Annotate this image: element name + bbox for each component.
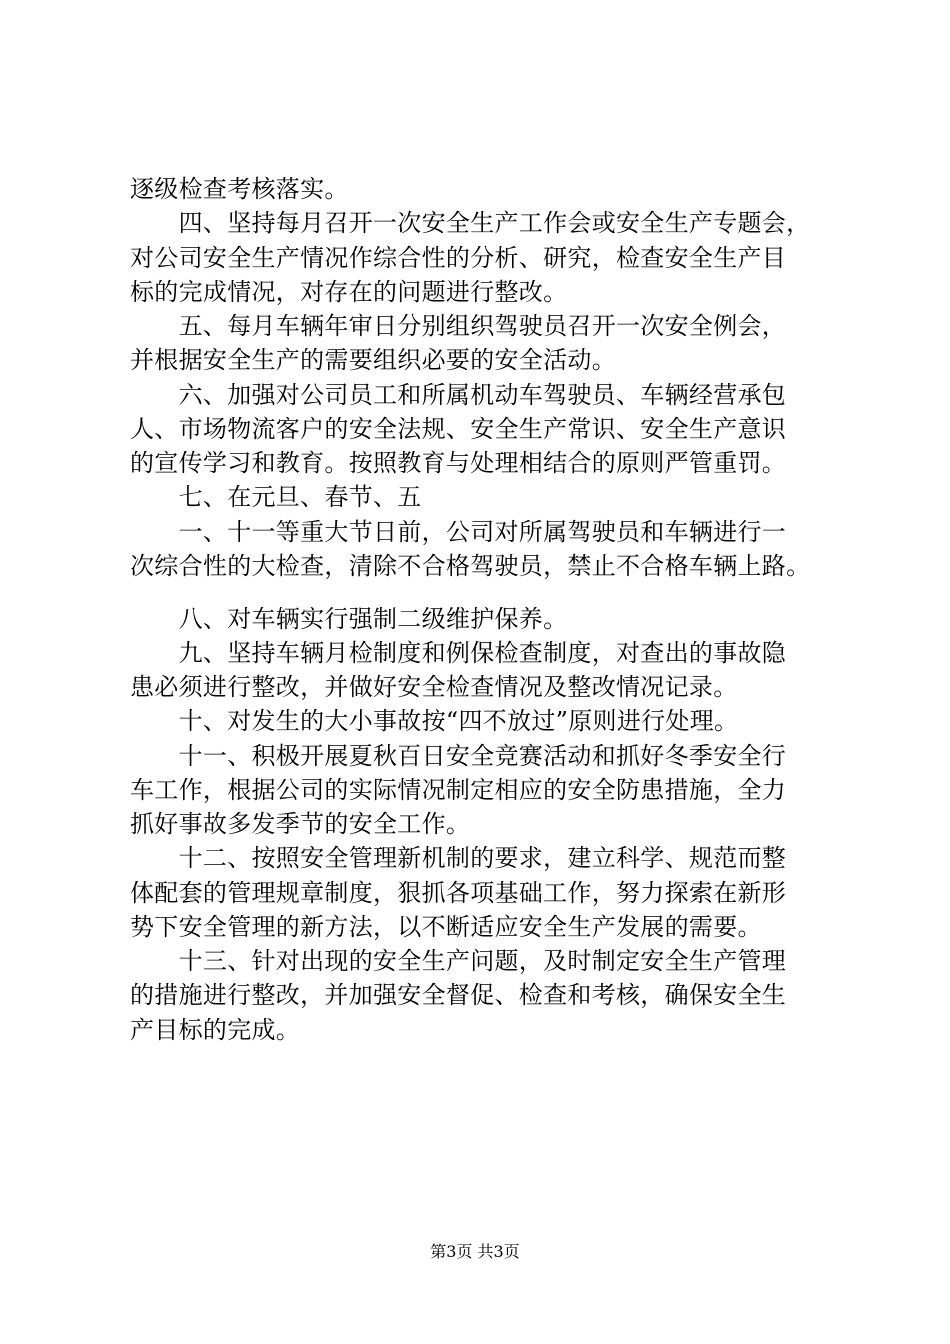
text-line: 五、每月车辆年审日分别组织驾驶员召开一次安全例会，: [130, 312, 787, 340]
text-line: 患必须进行整改，并做好安全检查情况及整改情况记录。: [130, 673, 738, 701]
text-line: 六、加强对公司员工和所属机动车驾驶员、车辆经营承包: [130, 381, 787, 409]
text-line: 次综合性的大检查，清除不合格驾驶员，禁止不合格车辆上路。: [130, 552, 811, 580]
text-line: 一、十一等重大节日前，公司对所属驾驶员和车辆进行一: [130, 518, 787, 546]
text-line: 人、市场物流客户的安全法规、安全生产常识、安全生产意识: [130, 415, 787, 443]
text-line: 十一、积极开展夏秋百日安全竞赛活动和抓好冬季安全行: [130, 742, 787, 770]
text-line: 产目标的完成。: [130, 1016, 301, 1044]
text-line: 体配套的管理规章制度，狠抓各项基础工作，努力探索在新形: [130, 879, 787, 907]
page-number-footer: 第3页 共3页: [430, 1242, 520, 1261]
text-line: 并根据安全生产的需要组织必要的安全活动。: [130, 346, 616, 374]
text-line: 四、坚持每月召开一次安全生产工作会或安全生产专题会，: [130, 209, 811, 237]
text-line: 十、对发生的大小事故按“四不放过”原则进行处理。: [130, 707, 739, 735]
text-line: 势下安全管理的新方法，以不断适应安全生产发展的需要。: [130, 913, 762, 941]
text-line: 十三、针对出现的安全生产问题，及时制定安全生产管理: [130, 947, 787, 975]
text-line: 车工作，根据公司的实际情况制定相应的安全防患措施，全力: [130, 776, 787, 804]
text-line: 八、对车辆实行强制二级维护保养。: [130, 605, 568, 633]
text-line: 对公司安全生产情况作综合性的分析、研究，检查安全生产目: [130, 244, 787, 272]
text-line: 逐级检查考核落实。: [130, 175, 349, 203]
text-line: 抓好事故多发季节的安全工作。: [130, 810, 471, 838]
text-line: 九、坚持车辆月检制度和例保检查制度，对查出的事故隐: [130, 639, 787, 667]
text-line: 的宣传学习和教育。按照教育与处理相结合的原则严管重罚。: [130, 449, 787, 477]
text-line: 七、在元旦、春节、五: [130, 483, 422, 511]
text-line: 十二、按照安全管理新机制的要求，建立科学、规范而整: [130, 844, 787, 872]
text-line: 的措施进行整改，并加强安全督促、检查和考核，确保安全生: [130, 981, 787, 1009]
text-line: 标的完成情况，对存在的问题进行整改。: [130, 278, 568, 306]
